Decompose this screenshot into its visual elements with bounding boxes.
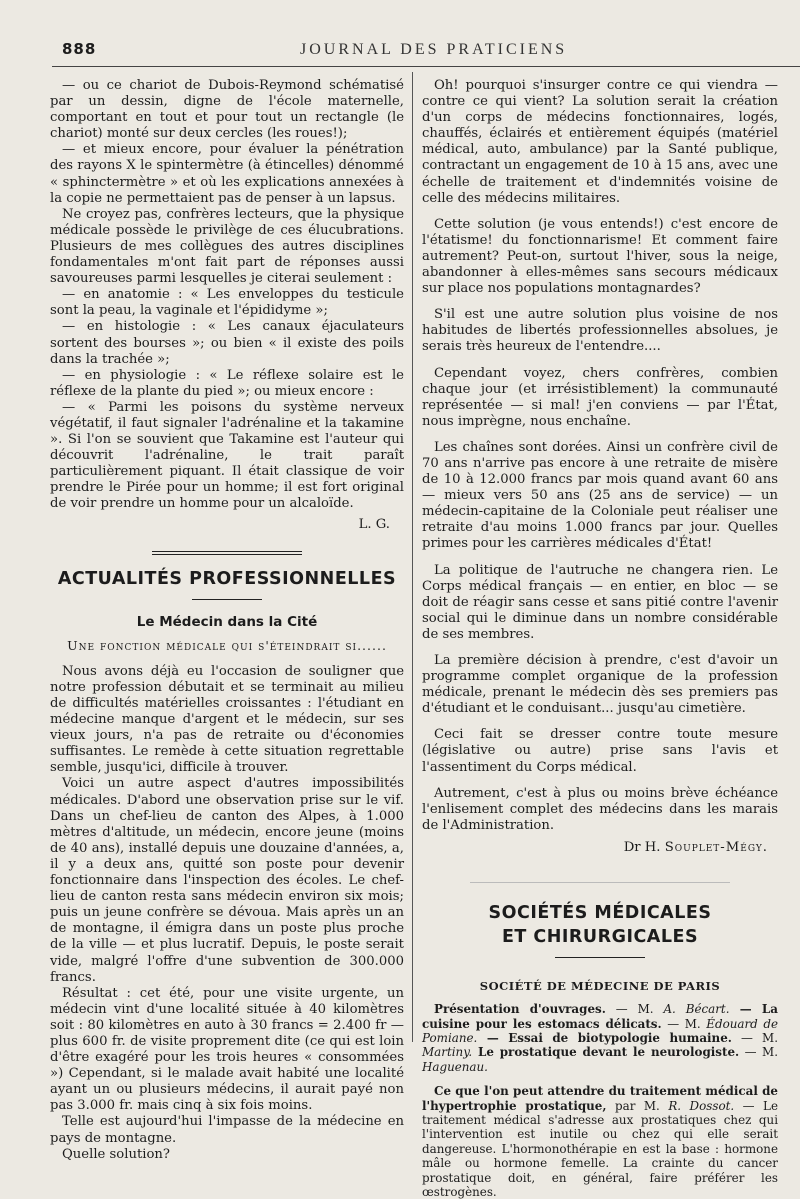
societies-underline xyxy=(555,957,645,958)
signature-prefix: Dr H. xyxy=(623,839,661,855)
entry-title: — Essai de biotypologie humaine. xyxy=(477,1030,732,1045)
article-paragraph: La première décision à prendre, c'est d'avoir un programme complet organique de la profession médicale, prenant le médecin dès ses premiers pas d'étudiant et le conduisant... jusqu'au cimetière. xyxy=(422,653,778,717)
intro-paragraph: — en histologie : « Les canaux éjaculateurs sortent des bourses »; ou bien « il existe des poils dans la trachée »; xyxy=(50,319,404,367)
article-paragraph: Voici un autre aspect d'autres impossibilités médicales. D'abord une observation prise sur le vif. Dans un chef-lieu de canton des Alpes, à 1.000 mètres d'altitude, un médecin, encore jeune (moins de 40 ans), installé depuis une douzaine d'années, a, il y a deux ans, quitté son poste pour devenir fonctionnaire dans l'inspection des écoles. Le chef-lieu de canton resta sans médecin environ six mois; puis un jeune confrère se dévoua. Mais après un an de montagne, il émigra dans un poste plus proche de la ville — et plus lucratif. Depuis, le poste serait vide, malgré l'offre d'une subvention de 300.000 francs. xyxy=(50,776,404,985)
article-paragraph: Résultat : cet été, pour une visite urgente, un médecin vint d'une localité située à 40 kilomètres soit : 80 kilomètres en auto à 30 francs = 2.400 fr — plus 600 fr. de visite proprement dite (ce qui est loin d'être exagéré pour les trois heures « consommées ») Cependant, si le malade avait habité une localité ayant un ou plusieurs médecins, il aurait payé non pas 3.000 fr. mais cinq à six fois moins. xyxy=(50,985,404,1114)
section-separator xyxy=(152,551,302,555)
entry-text: — M. xyxy=(605,1002,664,1017)
left-column xyxy=(50,78,404,1163)
column-divider xyxy=(412,72,413,1042)
society-paragraph xyxy=(422,1002,778,1074)
societies-title-line2: ET CHIRURGICALES xyxy=(501,927,699,948)
entry-author: R. Dossot. xyxy=(668,1098,735,1113)
article-paragraph: Cependant voyez, chers confrères, combien chaque jour (et irrésistiblement) la communauté représentée — si mal! j'en conviens — par l'État, nous imprègne, nous enchaîne. xyxy=(422,365,778,429)
entry-author: Martiny. xyxy=(422,1045,473,1060)
entry-author: A. Bécart. xyxy=(663,1002,730,1017)
article-paragraph: Nous avons déjà eu l'occasion de souligner que notre profession débutait et se terminait au milieu de difficultés matérielles croissantes : l'étudiant en médecine manque d'argent et le médecin, sur ses vieux jours, n'a pas de retraite ou d'économies suffisantes. Le remède à cette situation regrettable semble, jusqu'ici, difficile à trouver. xyxy=(50,663,404,776)
article-paragraph: Ceci fait se dresser contre toute mesure (législative ou autre) prise sans l'avis et l'assentiment du Corps médical. xyxy=(422,727,778,775)
society-paragraph xyxy=(422,1084,778,1199)
entry-text: par M. xyxy=(606,1098,669,1113)
article-paragraph: S'il est une autre solution plus voisine de nos habitudes de libertés professionnelles absolues, je serais très heureux de l'entendre.... xyxy=(422,307,778,355)
entry-author: Édouard de Pomiane. xyxy=(422,1016,779,1045)
society-name: SOCIÉTÉ DE MÉDECINE DE PARIS xyxy=(479,979,721,994)
intro-paragraph: — ou ce chariot de Dubois-Reymond schématisé par un dessin, digne de l'école maternelle, comportant en tout et pour tout un rectangle (le chariot) monté sur deux cercles (les roues!); xyxy=(50,78,404,142)
article-paragraph: Oh! pourquoi s'insurger contre ce qui viendra — contre ce qui vient? La solution serait la création d'un corps de médecins fonctionnaires, logés, chauffés, éclairés et entièrement équipés (matériel médical, auto, ambulance) par la Santé publique, contractant un engagement de 10 à 15 ans, avec une échelle de traitement et d'indemnités voisine de celle des médecins militaires. xyxy=(422,78,778,206)
right-column xyxy=(422,78,778,1199)
intro-paragraph: Ne croyez pas, confrères lecteurs, que la physique médicale possède le privilège de ces élucubrations. Plusieurs de mes collègues des autres disciplines fondamentales m'ont fait part de réponses aussi savoureuses parmi lesquelles je citerai seulement : xyxy=(50,206,404,287)
article-kicker-text: Une fonction médicale qui s'éteindrait si...... xyxy=(67,637,387,653)
journal-title: JOURNAL DES PRATICIENS xyxy=(300,41,568,58)
entry-text: — M. xyxy=(739,1045,779,1060)
entry-title: — La cuisine pour les estomacs délicats. xyxy=(422,1002,778,1031)
entry-lead: Présentation d'ouvrages. xyxy=(434,1002,606,1017)
section-underline xyxy=(192,599,262,600)
intro-paragraph: — « Parmi les poisons du système nerveux végétatif, il faut signaler l'adrénaline et la takamine ». Si l'on se souvient que Takamine est l'auteur qui découvrit l'adrénaline, le trait paraît particulièrement piquant. Il était classique de voir prendre le Pirée pour un homme; il est fort original de voir prendre un homme pour un alcaloïde. xyxy=(50,399,404,512)
article-signature xyxy=(422,840,768,856)
article-paragraph: Les chaînes sont dorées. Ainsi un confrère civil de 70 ans n'arrive pas encore à une retraite de misère de 10 à 12.000 francs par mois quand avant 60 ans — mieux vers 50 ans (25 ans de service) — un médecin-capitaine de la Coloniale peut réaliser une retraite d'au moins 1.000 francs par jour. Quelles primes pour les carrières médicales d'État! xyxy=(422,439,778,552)
entry-text: — M. xyxy=(661,1016,707,1031)
section-title: ACTUALITÉS PROFESSIONNELLES xyxy=(57,568,397,589)
society-report xyxy=(422,1002,778,1199)
societies-title-line1: SOCIÉTÉS MÉDICALES xyxy=(488,903,712,924)
article-paragraph: Autrement, c'est à plus ou moins brève échéance l'enlisement complet des médecins dans les marais de l'Administration. xyxy=(422,785,778,833)
page-header xyxy=(0,40,800,64)
header-rule xyxy=(52,66,800,67)
entry-title: Le prostatique devant le neurologiste. xyxy=(472,1045,740,1060)
intro-paragraph: — et mieux encore, pour évaluer la pénétration des rayons X le spintermètre (à étincelles) dénommé « sphinctermètre » et où les explications annexées à la copie ne permettaient pas de penser à un lapsus. xyxy=(50,142,404,206)
article-kicker xyxy=(50,638,404,654)
signature-name: Souplet-Mégy. xyxy=(664,839,768,855)
article-paragraph: Cette solution (je vous entends!) c'est encore de l'étatisme! du fonctionnarisme! Et comment faire autrement? Peut-on, surtout l'hiver, sous la neige, abandonner à elles-mêmes sans secours médicaux sur place nos populations montagnardes? xyxy=(422,216,778,297)
section-separator xyxy=(470,882,730,883)
article-paragraph: La politique de l'autruche ne changera rien. Le Corps médical français — en entier, en bloc — se doit de réagir sans cesse et sans pitié contre l'avenir social qui le diminue dans un nombre considérable de ses membres. xyxy=(422,562,778,642)
intro-paragraph: — en anatomie : « Les enveloppes du testicule sont la peau, la vaginale et l'épididyme »; xyxy=(50,287,404,319)
intro-signature: L. G. xyxy=(358,516,390,532)
article-paragraph: Quelle solution? xyxy=(62,1146,170,1162)
entry-author: Haguenau. xyxy=(422,1059,488,1074)
article-paragraph: Telle est aujourd'hui l'impasse de la médecine en pays de montagne. xyxy=(50,1114,404,1146)
entry-text: — M. xyxy=(731,1030,779,1045)
entry-lead: Ce que l'on peut attendre du traitement médical de l'hypertrophie prostatique, xyxy=(422,1084,778,1113)
entry-text: — Le traitement médical s'adresse aux prostatiques chez qui l'intervention est inutile ou chez qui elle serait dangereuse. L'hormonothérapie en est la base : hormone mâle ou hormone femelle. La crainte du cancer prostatique doit, en général, faire préférer les œstrogènes. xyxy=(422,1098,778,1199)
article-title: Le Médecin dans la Cité xyxy=(136,613,318,630)
intro-paragraph: — en physiologie : « Le réflexe solaire est le réflexe de la plante du pied »; ou mieux encore : xyxy=(50,367,404,399)
page-number: 888 xyxy=(62,40,97,58)
